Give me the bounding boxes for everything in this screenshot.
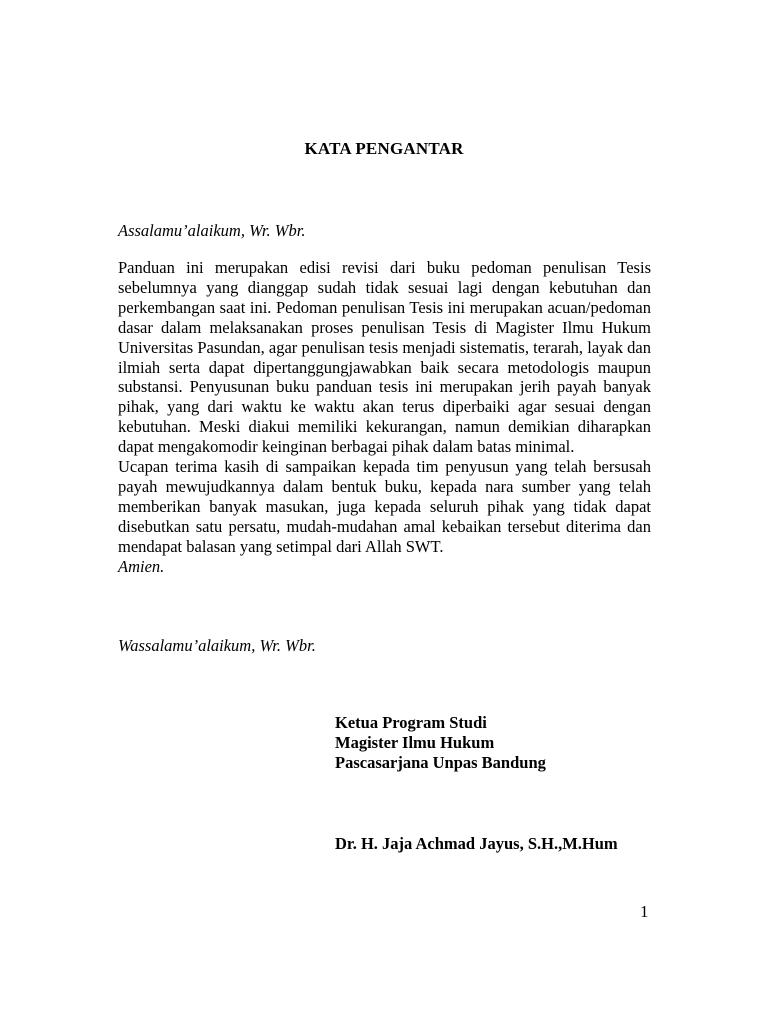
paragraph-thanks: Ucapan terima kasih di sampaikan kepada tim penyusun yang telah bersusah payah mewujudkannya dalam bentuk buku, kepada nara sumber yang telah memberikan banyak masukan, juga kepada seluruh pihak yang tidak dapat disebutkan satu persatu, mudah-mudahan amal kebaikan tersebut diterima dan mendapat balasan yang setimpal dari Allah SWT. — [118, 457, 651, 556]
page-number: 1 — [640, 902, 649, 921]
amien-text: Amien. — [118, 556, 165, 576]
paragraph-intro: Panduan ini merupakan edisi revisi dari buku pedoman penulisan Tesis sebelumnya yang dianggap sudah tidak sesuai lagi dengan kebutuhan dan perkembangan saat ini. Pedoman penulisan Tesis ini merupakan acuan/pedoman dasar dalam melaksanakan proses penulisan Tesis di Magister Ilmu Hukum Universitas Pasundan, agar penulisan tesis menjadi sistematis, terarah, layak dan ilmiah serta dapat dipertanggungjawabkan baik secara metodologis maupun substansi. Penyusunan buku panduan tesis ini merupakan jerih payah banyak pihak, yang dari waktu ke waktu akan terus diperbaiki agar sesuai dengan kebutuhan. Meski diakui memiliki kekurangan, namun demikian diharapkan dapat mengakomodir keinginan berbagai pihak dalam batas minimal. — [118, 258, 651, 457]
page-title: KATA PENGANTAR — [304, 139, 464, 158]
closing-text: Wassalamu’alaikum, Wr. Wbr. — [118, 636, 316, 655]
body-text — [118, 258, 651, 577]
signatory-name: Dr. H. Jaja Achmad Jayus, S.H.,M.Hum — [335, 834, 618, 853]
greeting-text: Assalamu’alaikum, Wr. Wbr. — [118, 221, 306, 240]
signature-program: Magister Ilmu Hukum — [335, 733, 495, 753]
signature-name-block — [335, 834, 618, 854]
signature-institution: Pascasarjana Unpas Bandung — [335, 753, 546, 773]
signature-title: Ketua Program Studi — [335, 713, 487, 732]
signature-block — [335, 713, 546, 774]
